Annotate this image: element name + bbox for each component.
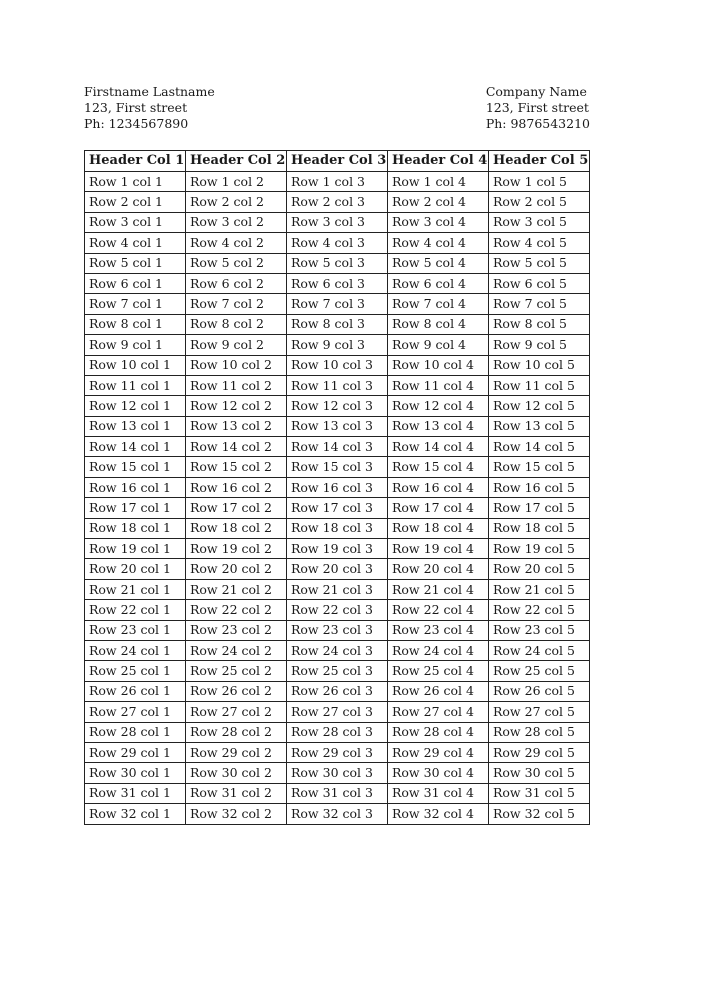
table-cell: Row 28 col 5: [489, 722, 590, 742]
table-cell: Row 31 col 3: [287, 783, 388, 803]
table-row: [85, 294, 590, 314]
company-name: Company Name: [485, 84, 587, 99]
table-cell: Row 7 col 3: [287, 294, 388, 314]
table-cell: Row 29 col 5: [489, 742, 590, 762]
table-cell: Row 20 col 1: [85, 559, 186, 579]
table-cell: Row 15 col 5: [489, 457, 590, 477]
table-cell: Row 4 col 2: [186, 233, 287, 253]
table-cell: Row 13 col 4: [388, 416, 489, 436]
table-cell: Row 20 col 5: [489, 559, 590, 579]
table-cell: Row 4 col 3: [287, 233, 388, 253]
table-cell: Row 12 col 2: [186, 396, 287, 416]
document-content: [84, 84, 590, 825]
table-cell: Row 7 col 2: [186, 294, 287, 314]
table-cell: Row 14 col 2: [186, 437, 287, 457]
table-header-cell: Header Col 5: [489, 151, 590, 172]
table-cell: Row 31 col 4: [388, 783, 489, 803]
table-cell: Row 31 col 1: [85, 783, 186, 803]
table-header-cell: Header Col 4: [388, 151, 489, 172]
table-cell: Row 15 col 3: [287, 457, 388, 477]
table-cell: Row 18 col 2: [186, 518, 287, 538]
company-address: 123, First street: [485, 100, 589, 115]
table-cell: Row 22 col 4: [388, 600, 489, 620]
table-cell: Row 4 col 1: [85, 233, 186, 253]
table-cell: Row 1 col 4: [388, 172, 489, 192]
table-cell: Row 3 col 1: [85, 212, 186, 232]
table-header-cell: Header Col 3: [287, 151, 388, 172]
table-cell: Row 19 col 5: [489, 539, 590, 559]
table-cell: Row 27 col 4: [388, 702, 489, 722]
table-cell: Row 5 col 3: [287, 253, 388, 273]
table-cell: Row 20 col 2: [186, 559, 287, 579]
table-cell: Row 29 col 2: [186, 742, 287, 762]
table-cell: Row 24 col 2: [186, 640, 287, 660]
table-row: [85, 559, 590, 579]
table-row: [85, 253, 590, 273]
table-cell: Row 11 col 4: [388, 375, 489, 395]
table-cell: Row 9 col 5: [489, 335, 590, 355]
table-row: [85, 172, 590, 192]
table-cell: Row 12 col 3: [287, 396, 388, 416]
table-cell: Row 21 col 3: [287, 579, 388, 599]
table-cell: Row 9 col 3: [287, 335, 388, 355]
table-cell: Row 6 col 3: [287, 273, 388, 293]
table-cell: Row 16 col 2: [186, 477, 287, 497]
table-row: [85, 600, 590, 620]
table-cell: Row 21 col 1: [85, 579, 186, 599]
table-cell: Row 2 col 5: [489, 192, 590, 212]
table-cell: Row 8 col 4: [388, 314, 489, 334]
table-row: [85, 742, 590, 762]
table-cell: Row 3 col 2: [186, 212, 287, 232]
table-cell: Row 2 col 3: [287, 192, 388, 212]
table-cell: Row 9 col 4: [388, 335, 489, 355]
table-cell: Row 16 col 5: [489, 477, 590, 497]
table-cell: Row 1 col 5: [489, 172, 590, 192]
table-row: [85, 681, 590, 701]
sender-contact-block: [84, 84, 215, 132]
table-cell: Row 32 col 5: [489, 804, 590, 824]
table-cell: Row 30 col 2: [186, 763, 287, 783]
table-cell: Row 25 col 2: [186, 661, 287, 681]
table-cell: Row 10 col 1: [85, 355, 186, 375]
table-row: [85, 192, 590, 212]
table-cell: Row 13 col 2: [186, 416, 287, 436]
table-cell: Row 1 col 2: [186, 172, 287, 192]
table-cell: Row 18 col 3: [287, 518, 388, 538]
table-cell: Row 13 col 1: [85, 416, 186, 436]
table-cell: Row 18 col 1: [85, 518, 186, 538]
table-row: [85, 477, 590, 497]
table-cell: Row 17 col 5: [489, 498, 590, 518]
table-row: [85, 273, 590, 293]
table-cell: Row 12 col 4: [388, 396, 489, 416]
table-cell: Row 19 col 2: [186, 539, 287, 559]
table-cell: Row 30 col 1: [85, 763, 186, 783]
table-cell: Row 23 col 5: [489, 620, 590, 640]
table-row: [85, 233, 590, 253]
table-row: [85, 579, 590, 599]
table-row: [85, 498, 590, 518]
table-cell: Row 10 col 2: [186, 355, 287, 375]
table-row: [85, 661, 590, 681]
table-cell: Row 32 col 4: [388, 804, 489, 824]
table-cell: Row 15 col 4: [388, 457, 489, 477]
table-cell: Row 30 col 5: [489, 763, 590, 783]
table-cell: Row 22 col 5: [489, 600, 590, 620]
table-cell: Row 16 col 1: [85, 477, 186, 497]
table-cell: Row 6 col 5: [489, 273, 590, 293]
table-cell: Row 21 col 4: [388, 579, 489, 599]
table-cell: Row 30 col 4: [388, 763, 489, 783]
table-cell: Row 13 col 5: [489, 416, 590, 436]
table-cell: Row 17 col 2: [186, 498, 287, 518]
table-cell: Row 23 col 2: [186, 620, 287, 640]
table-cell: Row 23 col 1: [85, 620, 186, 640]
table-cell: Row 18 col 4: [388, 518, 489, 538]
table-cell: Row 19 col 3: [287, 539, 388, 559]
table-cell: Row 11 col 1: [85, 375, 186, 395]
table-row: [85, 702, 590, 722]
table-cell: Row 1 col 3: [287, 172, 388, 192]
table-cell: Row 28 col 1: [85, 722, 186, 742]
table-row: [85, 416, 590, 436]
table-cell: Row 31 col 2: [186, 783, 287, 803]
table-cell: Row 3 col 5: [489, 212, 590, 232]
table-cell: Row 14 col 3: [287, 437, 388, 457]
table-cell: Row 25 col 5: [489, 661, 590, 681]
sender-name: Firstname Lastname: [84, 84, 215, 99]
table-cell: Row 2 col 4: [388, 192, 489, 212]
table-cell: Row 8 col 5: [489, 314, 590, 334]
table-cell: Row 7 col 4: [388, 294, 489, 314]
table-row: [85, 722, 590, 742]
company-contact-block: [486, 84, 590, 132]
table-cell: Row 22 col 2: [186, 600, 287, 620]
table-cell: Row 10 col 5: [489, 355, 590, 375]
sender-address: 123, First street: [84, 100, 188, 115]
table-row: [85, 457, 590, 477]
table-cell: Row 29 col 4: [388, 742, 489, 762]
table-cell: Row 6 col 4: [388, 273, 489, 293]
table-cell: Row 8 col 1: [85, 314, 186, 334]
data-table: [84, 150, 590, 825]
table-cell: Row 6 col 1: [85, 273, 186, 293]
table-cell: Row 27 col 3: [287, 702, 388, 722]
table-cell: Row 26 col 2: [186, 681, 287, 701]
sender-phone: Ph: 1234567890: [84, 116, 189, 131]
table-cell: Row 16 col 3: [287, 477, 388, 497]
table-cell: Row 26 col 5: [489, 681, 590, 701]
table-cell: Row 7 col 5: [489, 294, 590, 314]
table-cell: Row 18 col 5: [489, 518, 590, 538]
table-cell: Row 20 col 4: [388, 559, 489, 579]
table-row: [85, 314, 590, 334]
table-cell: Row 24 col 3: [287, 640, 388, 660]
table-cell: Row 32 col 2: [186, 804, 287, 824]
table-row: [85, 355, 590, 375]
table-cell: Row 28 col 2: [186, 722, 287, 742]
table-cell: Row 4 col 4: [388, 233, 489, 253]
table-cell: Row 7 col 1: [85, 294, 186, 314]
table-row: [85, 212, 590, 232]
table-row: [85, 539, 590, 559]
table-cell: Row 31 col 5: [489, 783, 590, 803]
table-cell: Row 6 col 2: [186, 273, 287, 293]
table-cell: Row 12 col 5: [489, 396, 590, 416]
table-cell: Row 9 col 2: [186, 335, 287, 355]
table-cell: Row 1 col 1: [85, 172, 186, 192]
table-cell: Row 14 col 4: [388, 437, 489, 457]
table-row: [85, 763, 590, 783]
table-cell: Row 17 col 1: [85, 498, 186, 518]
table-cell: Row 11 col 3: [287, 375, 388, 395]
table-cell: Row 23 col 3: [287, 620, 388, 640]
table-cell: Row 4 col 5: [489, 233, 590, 253]
table-header-row: [85, 151, 590, 172]
table-row: [85, 335, 590, 355]
table-cell: Row 17 col 3: [287, 498, 388, 518]
table-row: [85, 804, 590, 824]
table-cell: Row 12 col 1: [85, 396, 186, 416]
table-cell: Row 32 col 3: [287, 804, 388, 824]
table-row: [85, 396, 590, 416]
table-cell: Row 26 col 1: [85, 681, 186, 701]
table-cell: Row 8 col 2: [186, 314, 287, 334]
table-cell: Row 13 col 3: [287, 416, 388, 436]
table-cell: Row 24 col 4: [388, 640, 489, 660]
table-cell: Row 21 col 2: [186, 579, 287, 599]
table-cell: Row 9 col 1: [85, 335, 186, 355]
table-cell: Row 25 col 1: [85, 661, 186, 681]
table-cell: Row 28 col 4: [388, 722, 489, 742]
table-row: [85, 518, 590, 538]
table-cell: Row 25 col 3: [287, 661, 388, 681]
table-cell: Row 24 col 1: [85, 640, 186, 660]
table-cell: Row 27 col 5: [489, 702, 590, 722]
table-cell: Row 29 col 1: [85, 742, 186, 762]
table-cell: Row 5 col 1: [85, 253, 186, 273]
table-cell: Row 19 col 1: [85, 539, 186, 559]
table-cell: Row 2 col 2: [186, 192, 287, 212]
table-cell: Row 26 col 4: [388, 681, 489, 701]
table-cell: Row 5 col 2: [186, 253, 287, 273]
table-row: [85, 437, 590, 457]
table-cell: Row 27 col 1: [85, 702, 186, 722]
table-row: [85, 375, 590, 395]
table-cell: Row 32 col 1: [85, 804, 186, 824]
table-cell: Row 20 col 3: [287, 559, 388, 579]
company-phone: Ph: 9876543210: [485, 116, 590, 131]
table-cell: Row 15 col 1: [85, 457, 186, 477]
table-header-cell: Header Col 2: [186, 151, 287, 172]
table-cell: Row 30 col 3: [287, 763, 388, 783]
table-cell: Row 16 col 4: [388, 477, 489, 497]
table-cell: Row 25 col 4: [388, 661, 489, 681]
table-header-cell: Header Col 1: [85, 151, 186, 172]
table-cell: Row 24 col 5: [489, 640, 590, 660]
table-row: [85, 783, 590, 803]
table-cell: Row 29 col 3: [287, 742, 388, 762]
table-cell: Row 10 col 3: [287, 355, 388, 375]
table-cell: Row 11 col 5: [489, 375, 590, 395]
table-cell: Row 27 col 2: [186, 702, 287, 722]
table-cell: Row 22 col 3: [287, 600, 388, 620]
table-cell: Row 8 col 3: [287, 314, 388, 334]
table-cell: Row 28 col 3: [287, 722, 388, 742]
table-cell: Row 22 col 1: [85, 600, 186, 620]
table-cell: Row 2 col 1: [85, 192, 186, 212]
table-cell: Row 23 col 4: [388, 620, 489, 640]
table-cell: Row 10 col 4: [388, 355, 489, 375]
table-cell: Row 11 col 2: [186, 375, 287, 395]
table-row: [85, 620, 590, 640]
table-cell: Row 21 col 5: [489, 579, 590, 599]
table-cell: Row 5 col 4: [388, 253, 489, 273]
contact-header: [84, 84, 590, 132]
table-cell: Row 17 col 4: [388, 498, 489, 518]
table-cell: Row 3 col 4: [388, 212, 489, 232]
table-cell: Row 14 col 1: [85, 437, 186, 457]
table-row: [85, 640, 590, 660]
data-table-head: [85, 151, 590, 172]
table-cell: Row 5 col 5: [489, 253, 590, 273]
table-cell: Row 3 col 3: [287, 212, 388, 232]
data-table-body: [85, 172, 590, 825]
table-cell: Row 14 col 5: [489, 437, 590, 457]
table-cell: Row 19 col 4: [388, 539, 489, 559]
table-cell: Row 15 col 2: [186, 457, 287, 477]
table-cell: Row 26 col 3: [287, 681, 388, 701]
